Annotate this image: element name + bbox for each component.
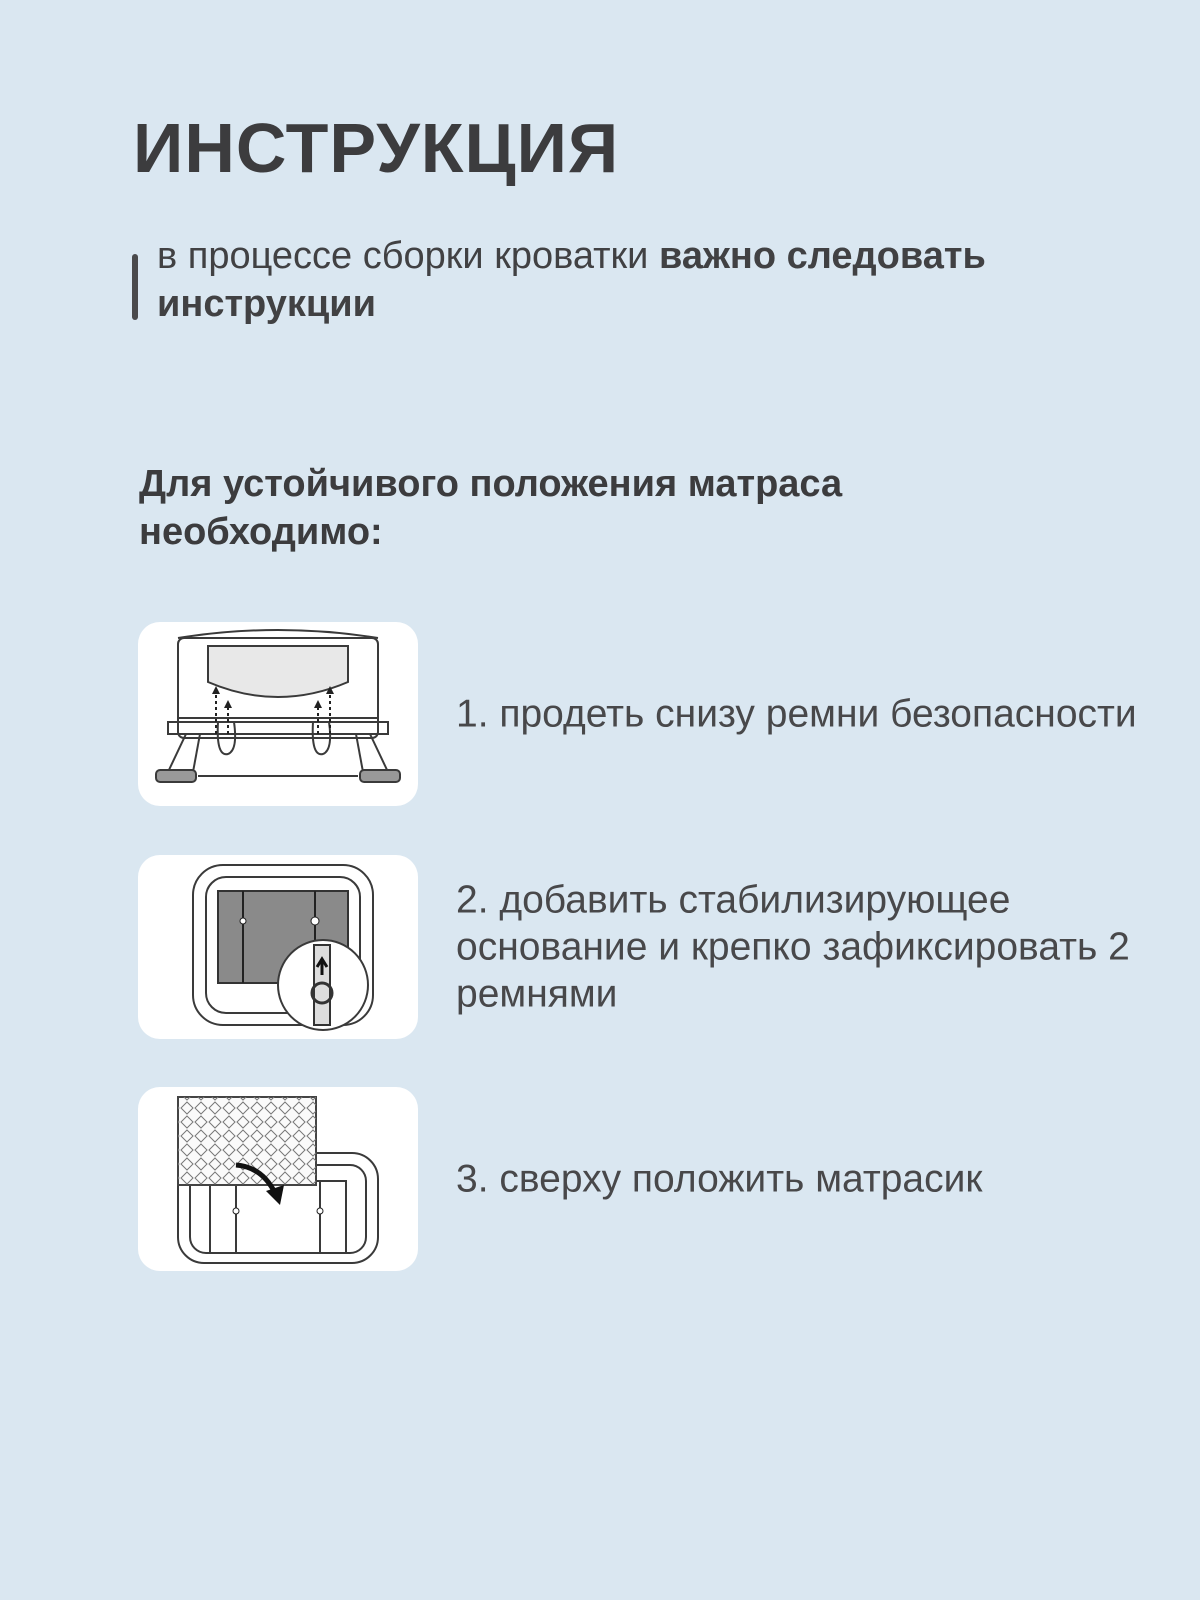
page-title: ИНСТРУКЦИЯ: [133, 109, 620, 187]
crib-top-view-icon: [138, 855, 418, 1039]
section-heading: Для устойчивого положения матраса необходимо:: [139, 463, 843, 553]
step-1: [138, 622, 1158, 806]
step-2: [138, 855, 1158, 1039]
step-3: [138, 1087, 1158, 1271]
step-2-illustration: [138, 855, 418, 1039]
crib-side-view-icon: [138, 622, 418, 806]
step-1-text: 1. продеть снизу ремни безопасности: [456, 692, 1137, 736]
subtitle-regular: в процессе сборки кроватки: [157, 235, 659, 277]
subtitle-accent-bar: [132, 254, 138, 320]
step-3-illustration: [138, 1087, 418, 1271]
subtitle-bold: важно следовать инструкции: [157, 235, 986, 325]
step-1-illustration: [138, 622, 418, 806]
step-3-text: 3. сверху положить матрасик: [456, 1157, 983, 1201]
crib-mattress-icon: [138, 1087, 418, 1271]
step-2-text: 2. добавить стабилизирующее основание и крепко зафиксировать 2 ремнями: [456, 878, 1130, 1016]
subtitle: [157, 232, 1057, 328]
